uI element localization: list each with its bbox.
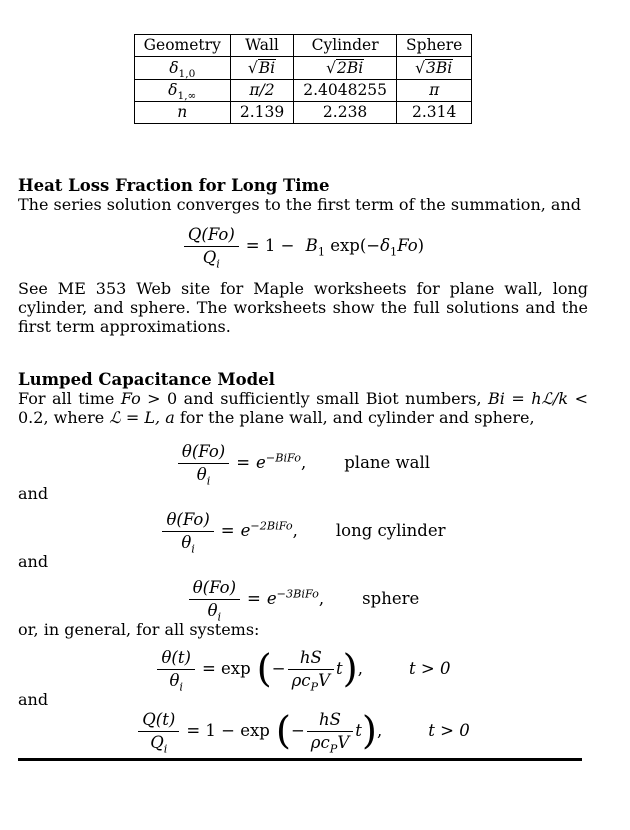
cell-delta1inf-wall: π/2 (230, 80, 293, 102)
cell-delta10-wall: √Bi (230, 57, 293, 80)
section-heading-lumped: Lumped Capacitance Model (18, 370, 275, 389)
cell-n-cylinder: 2.238 (294, 102, 397, 124)
footer-rule (18, 758, 582, 761)
maple-note-text: See ME 353 Web site for Maple worksheets for plane wall, long cylinder, and sphere. The worksheets show the full solutions and the first term approximations. (18, 279, 588, 336)
cell-delta1inf-cylinder: 2.4048255 (294, 80, 397, 102)
cell-delta10-cylinder: √2Bi (294, 57, 397, 80)
fraction-theta-ratio: $\frac{\theta(Fo)}{\theta_i}$ (162, 511, 213, 552)
table-row-delta10 (134, 57, 472, 80)
heat-loss-intro-text: The series solution converges to the first term of the summation, and (18, 195, 581, 214)
table-header-cylinder: Cylinder (294, 35, 397, 57)
parameters-table (134, 34, 473, 124)
cell-delta10-sphere: √3Bi (397, 57, 472, 80)
general-systems-text: or, in general, for all systems: (18, 620, 260, 639)
table-row-n (134, 102, 472, 124)
table-header-wall: Wall (230, 35, 293, 57)
fraction-hs-rhocv: $\frac{hS}{\rho c_PV}$ (288, 649, 334, 690)
equation-q-general: $\frac{Q(t)}{Q_i}$ = 1 − exp (− $\frac{hS}{\rho c_PV}$ t), t > 0 (18, 711, 588, 752)
fraction-hs-rhocv: $\frac{hS}{\rho c_PV}$ (307, 711, 353, 752)
table-header-geometry: Geometry (134, 35, 230, 57)
equation-plane-wall: $\frac{\theta(Fo)}{\theta_i}$ = $e^{-BiFo}$, plane wall (18, 443, 588, 484)
cell-delta1inf-label: $\delta_{1,\infty}$ (134, 80, 230, 102)
big-left-paren: ( (256, 646, 272, 692)
big-left-paren: ( (275, 708, 291, 754)
connector-and-3: and (18, 690, 49, 709)
equation-label-plane-wall: plane wall (344, 453, 431, 472)
big-right-paren: ) (361, 708, 377, 754)
fraction-theta-t: $\frac{\theta(t)}{\theta_i}$ (157, 649, 194, 690)
connector-and-2: and (18, 552, 49, 571)
section-heading-heat-loss: Heat Loss Fraction for Long Time (18, 176, 330, 195)
cell-n-sphere: 2.314 (397, 102, 472, 124)
cell-n-label: n (134, 102, 230, 124)
table-row-delta1inf (134, 80, 472, 102)
connector-and-1: and (18, 484, 49, 503)
cell-n-wall: 2.139 (230, 102, 293, 124)
equation-label-sphere: sphere (362, 589, 420, 608)
fraction-q-t: $\frac{Q(t)}{Q_i}$ (138, 711, 179, 752)
fraction-q-ratio: $\frac{Q(Fo)}{Q_i}$ (184, 226, 239, 267)
equation-label-long-cylinder: long cylinder (335, 521, 446, 540)
condition-t-positive: t > 0 (409, 659, 451, 678)
cell-delta10-label: $\delta_{1,0}$ (134, 57, 230, 80)
condition-t-positive: t > 0 (428, 721, 470, 740)
equation-long-cylinder: $\frac{\theta(Fo)}{\theta_i}$ = $e^{-2BiFo}$, long cylinder (18, 511, 588, 552)
big-right-paren: ) (342, 646, 358, 692)
equation-theta-general: $\frac{\theta(t)}{\theta_i}$ = exp (− $\frac{hS}{\rho c_PV}$ t), t > 0 (18, 649, 588, 690)
cell-delta1inf-sphere: π (397, 80, 472, 102)
equation-heat-loss-fraction: $\frac{Q(Fo)}{Q_i}$ = $1 - B_1$ $\exp(-\delta_1Fo)$ (18, 226, 588, 267)
table-header-row (134, 35, 472, 57)
fraction-theta-ratio: $\frac{\theta(Fo)}{\theta_i}$ (189, 579, 240, 620)
equation-sphere: $\frac{\theta(Fo)}{\theta_i}$ = $e^{-3BiFo}$, sphere (18, 579, 588, 620)
table-header-sphere: Sphere (397, 35, 472, 57)
lumped-intro-text: For all time Fo > 0 and sufficiently small Biot numbers, Bi = hℒ/k < 0.2, where ℒ = L, a for the plane wall, and cylinder and sphere, (18, 389, 589, 427)
fraction-theta-ratio: $\frac{\theta(Fo)}{\theta_i}$ (178, 443, 229, 484)
